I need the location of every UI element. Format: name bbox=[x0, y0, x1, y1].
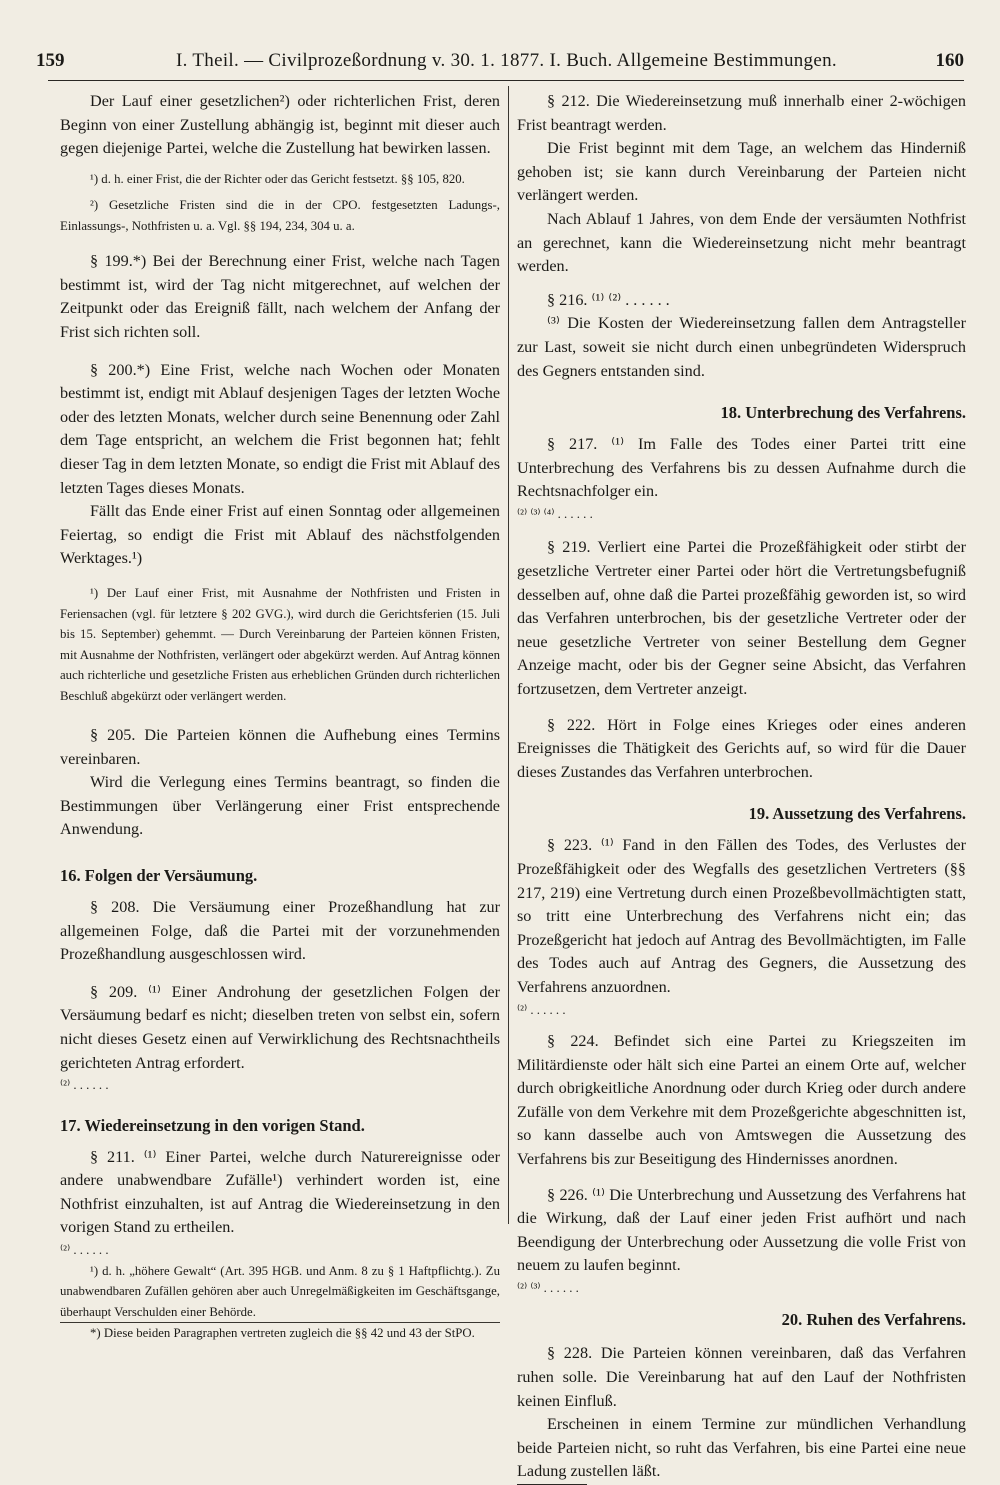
section-heading-16: 16. Folgen der Versäumung. bbox=[60, 865, 258, 885]
footnote: ¹) Der Lauf einer Frist, mit Ausnahme der Nothfristen und Fristen in Feriensachen (vgl. für letztere § 202 GVG.), wird durch die Gerichtsferien (15. Juli bis 15. September) gehemmt. — Durch Vereinbarung der Parteien können Fristen, mit Ausnahme der Nothfristen, verlängert oder abgekürzt werden. Auf Antrag können auch richterliche und gesetzliche Fristen aus erheblichen Gründen durch richterlichen Beschluß abgekürzt oder verlängert werden. bbox=[60, 586, 500, 703]
paragraph-208: § 208. Die Versäumung einer Prozeßhandlung hat zur allgemeinen Folge, daß die Partei mit der vorzunehmenden Prozeßhandlung ausgeschlossen wird. bbox=[60, 897, 500, 964]
omitted-subsection: ⁽²⁾ ⁽³⁾ . . . . . . bbox=[517, 1280, 579, 1295]
left-column bbox=[60, 90, 500, 1344]
section-heading-20: 20. Ruhen des Verfahrens. bbox=[781, 1310, 966, 1330]
paragraph: Fällt das Ende einer Frist auf einen Sonntag oder allgemeinen Feiertag, so endigt die Frist mit Ablauf des nächstfolgenden Werktages.¹) bbox=[60, 502, 500, 568]
paragraph-216: § 216. ⁽¹⁾ ⁽²⁾ . . . . . . bbox=[547, 290, 670, 309]
section-heading-18: 18. Unterbrechung des Verfahrens. bbox=[720, 403, 966, 423]
paragraph-224: § 224. Befindet sich eine Partei zu Kriegszeiten im Militärdienste oder hält sich eine Partei an einem Orte auf, welcher durch obrigkeitliche Anordnung oder durch Krieg oder durch andere Zufälle von dem Verkehre mit dem Prozeßgerichte abgeschnitten ist, so kann dasselbe auch von Amtswegen die Aussetzung des Verfahrens bis zur Beseitigung des Hindernisses anordnen. bbox=[517, 1032, 966, 1168]
paragraph-223: § 223. ⁽¹⁾ Fand in den Fällen des Todes, des Verlustes der Prozeßfähigkeit oder des Wegfalls des gesetzlichen Vertreters (§§ 217, 219) eine Vertretung durch einen Prozeßbevollmächtigten statt, so tritt eine Unterbrechung des Verfahrens nicht ein; das Prozeßgericht hat jedoch auf Antrag des Bevollmächtigten, im Falle des Todes auch auf Antrag des Gegners, die Aussetzung des Verfahrens anzuordnen. bbox=[517, 836, 966, 996]
paragraph: ⁽³⁾ Die Kosten der Wiedereinsetzung fallen dem Antragsteller zur Last, soweit sie nicht durch einen unbegründeten Widerspruch des Gegners entstanden sind. bbox=[517, 314, 966, 380]
running-title: I. Theil. — Civilprozeßordnung v. 30. 1. 1877. I. Buch. Allgemeine Bestimmungen. bbox=[176, 50, 837, 71]
paragraph: Erscheinen in einem Termine zur mündlichen Verhandlung beide Parteien nicht, so ruht das Verfahren, bis eine Partei eine neue Ladung zustellen läßt. bbox=[517, 1415, 966, 1481]
paragraph-200: § 200.*) Eine Frist, welche nach Wochen oder Monaten bestimmt ist, endigt mit Ablauf desjenigen Tages der letzten Woche oder des letzten Monats, welcher durch seine Benennung oder Zahl dem Tage entspricht, an welchem die Frist begonnen hat; fehlt dieser Tag in dem letzten Monate, so endigt die Frist mit Ablauf des letzten Tages dieses Monats. bbox=[60, 360, 500, 497]
paragraph: Die Frist beginnt mit dem Tage, an welchem das Hinderniß gehoben ist; sie kann durch Vereinbarung der Parteien nicht verlängert werden. bbox=[517, 139, 966, 205]
running-header bbox=[36, 44, 964, 78]
paragraph: Der Lauf einer gesetzlichen²) oder richterlichen Frist, deren Beginn von einer Zustellung abhängig ist, beginnt mit dieser auch gegen diejenige Partei, welche die Zustellung hat bewirken lassen. bbox=[60, 92, 500, 158]
footnote: ¹) d. h. „höhere Gewalt“ (Art. 395 HGB. und Anm. 8 zu § 1 Haftpflichtg.). Zu unabwendbaren Zufällen gehören aber auch Unregelmäßigkeiten im Geschäftsgange, überhaupt Verschulden einer Behörde. bbox=[60, 1263, 500, 1319]
paragraph-205: § 205. Die Parteien können die Aufhebung eines Termins vereinbaren. bbox=[60, 726, 500, 768]
footnote: *) Diese beiden Paragraphen vertreten zugleich die §§ 42 und 43 der StPO. bbox=[90, 1326, 475, 1340]
omitted-subsection: ⁽²⁾ . . . . . . bbox=[60, 1078, 109, 1093]
header-rule bbox=[48, 80, 964, 81]
paragraph-209: § 209. ⁽¹⁾ Einer Androhung der gesetzlichen Folgen der Versäumung bedarf es nicht; dieselben treten von selbst ein, sofern nicht dieses Gesetz einen auf Verwirklichung des Rechtsnachtheils gerichteten Antrag erfordert. bbox=[60, 982, 500, 1072]
section-heading-17: 17. Wiedereinsetzung in den vorigen Stand. bbox=[60, 1115, 365, 1135]
page-number-right: 160 bbox=[935, 50, 964, 71]
paragraph-219: § 219. Verliert eine Partei die Prozeßfähigkeit oder stirbt der gesetzliche Vertreter einer Partei oder hört die Vertretungsbefugniß desselben auf, ohne daß die Partei prozeßfähig geworden ist, so wird das Verfahren unterbrochen, bis der gesetzliche Vertreter oder der neue gesetzliche Vertreter von seiner Bestellung dem Gegner Anzeige macht, oder bis der Gegner seine Absicht, das Verfahren fortzusetzen, dem Vertreter anzeigt. bbox=[517, 538, 966, 698]
paragraph-222: § 222. Hört in Folge eines Krieges oder eines anderen Ereignisses die Thätigkeit des Gerichts auf, so wird für die Dauer dieses Zustandes das Verfahren unterbrochen. bbox=[517, 715, 966, 781]
footnote: ²) Gesetzliche Fristen sind die in der CPO. festgesetzten Ladungs-, Einlassungs-, Nothfristen u. a. Vgl. §§ 194, 234, 304 u. a. bbox=[60, 198, 500, 233]
omitted-subsection: ⁽²⁾ . . . . . . bbox=[60, 1243, 109, 1257]
right-column bbox=[517, 90, 966, 1485]
page-number-left: 159 bbox=[36, 50, 65, 71]
paragraph-228: § 228. Die Parteien können vereinbaren, daß das Verfahren ruhen solle. Die Vereinbarung hat auf den Lauf der Nothfristen keinen Einfluß. bbox=[517, 1344, 966, 1410]
paragraph: Wird die Verlegung eines Termins beantragt, so finden die Bestimmungen über Verlängerung einer Frist entsprechende Anwendung. bbox=[60, 773, 500, 839]
paragraph-199: § 199.*) Bei der Berechnung einer Frist, welche nach Tagen bestimmt ist, wird der Tag nicht mitgerechnet, auf welchen der Zeitpunkt oder das Ereigniß fällt, nach welchem der Anfang der Frist sich richten soll. bbox=[60, 252, 500, 342]
paragraph-212: § 212. Die Wiedereinsetzung muß innerhalb einer 2-wöchigen Frist beantragt werden. bbox=[517, 92, 966, 134]
section-heading-19: 19. Aussetzung des Verfahrens. bbox=[748, 804, 966, 824]
omitted-subsection: ⁽²⁾ ⁽³⁾ ⁽⁴⁾ . . . . . . bbox=[517, 506, 593, 521]
footnote: ¹) d. h. einer Frist, die der Richter oder das Gericht festsetzt. §§ 105, 820. bbox=[90, 171, 465, 186]
omitted-subsection: ⁽²⁾ . . . . . . bbox=[517, 1002, 566, 1017]
paragraph-226: § 226. ⁽¹⁾ Die Unterbrechung und Aussetzung des Verfahrens hat die Wirkung, daß der Lauf einer jeden Frist aufhört und nach Beendigung der Unterbrechung oder Aussetzung die volle Frist von neuem zu laufen beginnt. bbox=[517, 1185, 966, 1275]
paragraph-211: § 211. ⁽¹⁾ Einer Partei, welche durch Naturereignisse oder andere unabwendbare Zufälle¹) verhindert worden ist, eine Nothfrist einzuhalten, ist auf Antrag die Wiedereinsetzung in den vorigen Stand zu ertheilen. bbox=[60, 1147, 500, 1237]
paragraph-217: § 217. ⁽¹⁾ Im Falle des Todes einer Partei tritt eine Unterbrechung des Verfahrens bis zu dessen Aufnahme durch die Rechtsnachfolger ein. bbox=[517, 435, 966, 501]
column-divider bbox=[508, 86, 509, 1224]
paragraph: Nach Ablauf 1 Jahres, von dem Ende der versäumten Nothfrist an gerechnet, kann die Wiedereinsetzung nicht mehr beantragt werden. bbox=[517, 209, 966, 276]
